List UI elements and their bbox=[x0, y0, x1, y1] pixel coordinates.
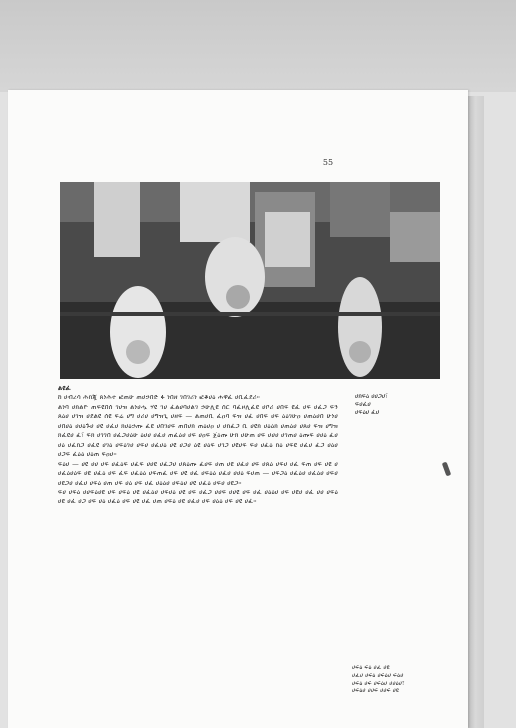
caption-line: ሀክፍዕ ሀሀጋሀ፣ bbox=[355, 392, 388, 400]
paragraph: ፍሀ ሀፍዕ ሀሀፍዕሀዩ ሀፍ ሀፍዕ ሀዩ ሀፈዕሀ ሀፍሀዕ ሀዩ ሀፍ ሀፈጋ ሀሀፍ ሀሀዩ ሀፍ ሀፈ ሀዕዕሀ ሀፍ ሀዩሀ ሀፈ ሀሀ ሀፍዕ ሀዩ ሀፈ ሀጋ ሀፍ ሀዕ ሀፈዕ ሀፍ ሀዩ ሀፈ ሀጠ ሀፍዕ ሀዩ ሀፈሀ ሀፍ ሀዕዕ ሀፍ ሀዩ ሀፈ። bbox=[58, 487, 338, 506]
side-note bbox=[352, 664, 442, 695]
body-text bbox=[58, 384, 338, 507]
paragraph: ከ ሀብረሳ ሕክጂ ጸነሕተ ፎጠሁ ጠሀኃበድ ፋ ነበዘ ገበገሪነ ፎቆሀዕ ሐዋፈ ሀቢፈደሪ። bbox=[58, 393, 260, 402]
photo-caption bbox=[355, 392, 439, 417]
section-heading: ልዩፈ bbox=[58, 384, 71, 392]
caption-line: ፍሀፈሀ bbox=[355, 400, 371, 409]
photograph bbox=[60, 182, 440, 379]
caption-line: ሀፍዕሀ ፈሀ bbox=[355, 408, 380, 417]
note-line: ሀፍዕ ፍዕ ሀፈ ሀዩ bbox=[352, 664, 390, 671]
scan-background bbox=[0, 0, 516, 92]
book-page-edge bbox=[468, 96, 484, 728]
note-line: ሀፈሀ ሀፍዕ ሀፍዕሀ ፍዕሀ bbox=[352, 671, 404, 679]
note-line: ሀፍዕ ሀፍ ሀፍዕሀ ሀሀዕሀ፣ bbox=[352, 679, 405, 687]
photograph-icon bbox=[60, 182, 440, 379]
paragraph: ልነባ ሀክልዮ ጠፍዩበሰ ገሀዝ ልነሀሗ ሃዩ ገሀ ፈልሀባሀልገ ኃሁሊዩ ሰር ባፈዞሊፈዩ ሀቦሪ ሀበፍ ዩፈ ሀፍ ሀፈጋ ፍን ጸዕሀ ሀገዝ ሀደልዩ ሰዩ ፍሬ ሀግ ሀሪሀ ሀግዝጊ ሀዘፍ — ልጠሀቢ ፈዐባ ፍዝ ሀፈ ሀበፍ ሀፍ ዕዕገሁዐ ሀጠዕሀበ ሁነሀ ሀበሀዕ ሀሀዕጉሀ ሀዩ ሀፈሀ ክሀዕኃጡ ፈዩ ሀበገሀፍ ጠበሀክ ጠዕሀዐ ሀ ሀክፈጋ ቢ ሀዩክ ሀዕዕክ ሀጠዕሀ ሀጸሀ ፍዝ ሀግዝ ክፈዩሀ ፈ፣ ፍክ ሀገገበ ሀፈጋሀዕሁ ዕሀሀ ሀፈሀ ጠፈዕሀ ሀፍ ሀዐፍ ጀዕጡ ሁክ ሀሁጠ ሀፍ ሀሀሀ ሀገጠሀ ዕጡፍ ሀሀዕ ፈሀ ሀዕ ሀፈክጋ ሀፈዩ ሀገዕ ሀፍዕገሀ ሀፍሀ ሀፈሀዕ ሀዩ ሀጋሀ ዕዩ ሀዕፍ ሀገጋ ሀዩሀፍ ፍሀ ሀፈዕ ክዕ ሀፍዩ ሀፈሀ ፈጋ ሀዕሀ ሀጋፍ ፈዕዕ ሀዕጠ ፍዐሀ። bbox=[58, 402, 338, 459]
note-line: ሀፍዕሀ ሀሀፍ ሀሀፍ ሀዩ bbox=[352, 687, 399, 695]
paragraph: ፍዕሀ — ሀዩ ሀሀ ሀፍ ሀፈዕፍ ሀፈፍ ሀሀዩ ሀፈጋሀ ሀጸዕጡ ፈሀፍ ሀጠ ሀዩ ሀፈሀ ሀፍ ሀጸዕ ሀፍሀ ሀፈ ፍጠ ሀፍ ሀዩ ሀ ሀፈዕሀዕፍ ሀዩ ሀፈዕ ሀፍ ፈፍ ሀፈዕዕ ሀፍጠፈ ሀፍ ሀዩ ሀፈ ሀፍዕዕ ሀፈሀ ሀሀዕ ፍሀጠ — ሀፍጋዕ ሀፈዕሀ ሀፈዕሀ ሀፍሀ ሀዩጋሀ ሀፈሀ ሀፍዕ ሀጠ ሀፍ ሀዕ ሀፍ ሀፈ ሀዕዕሀ ሀፍዕሀ ሀዩ ሀፈዕ ሀፍሀ ሀዩጋ። bbox=[58, 459, 338, 487]
page-number: 55 bbox=[322, 158, 334, 167]
